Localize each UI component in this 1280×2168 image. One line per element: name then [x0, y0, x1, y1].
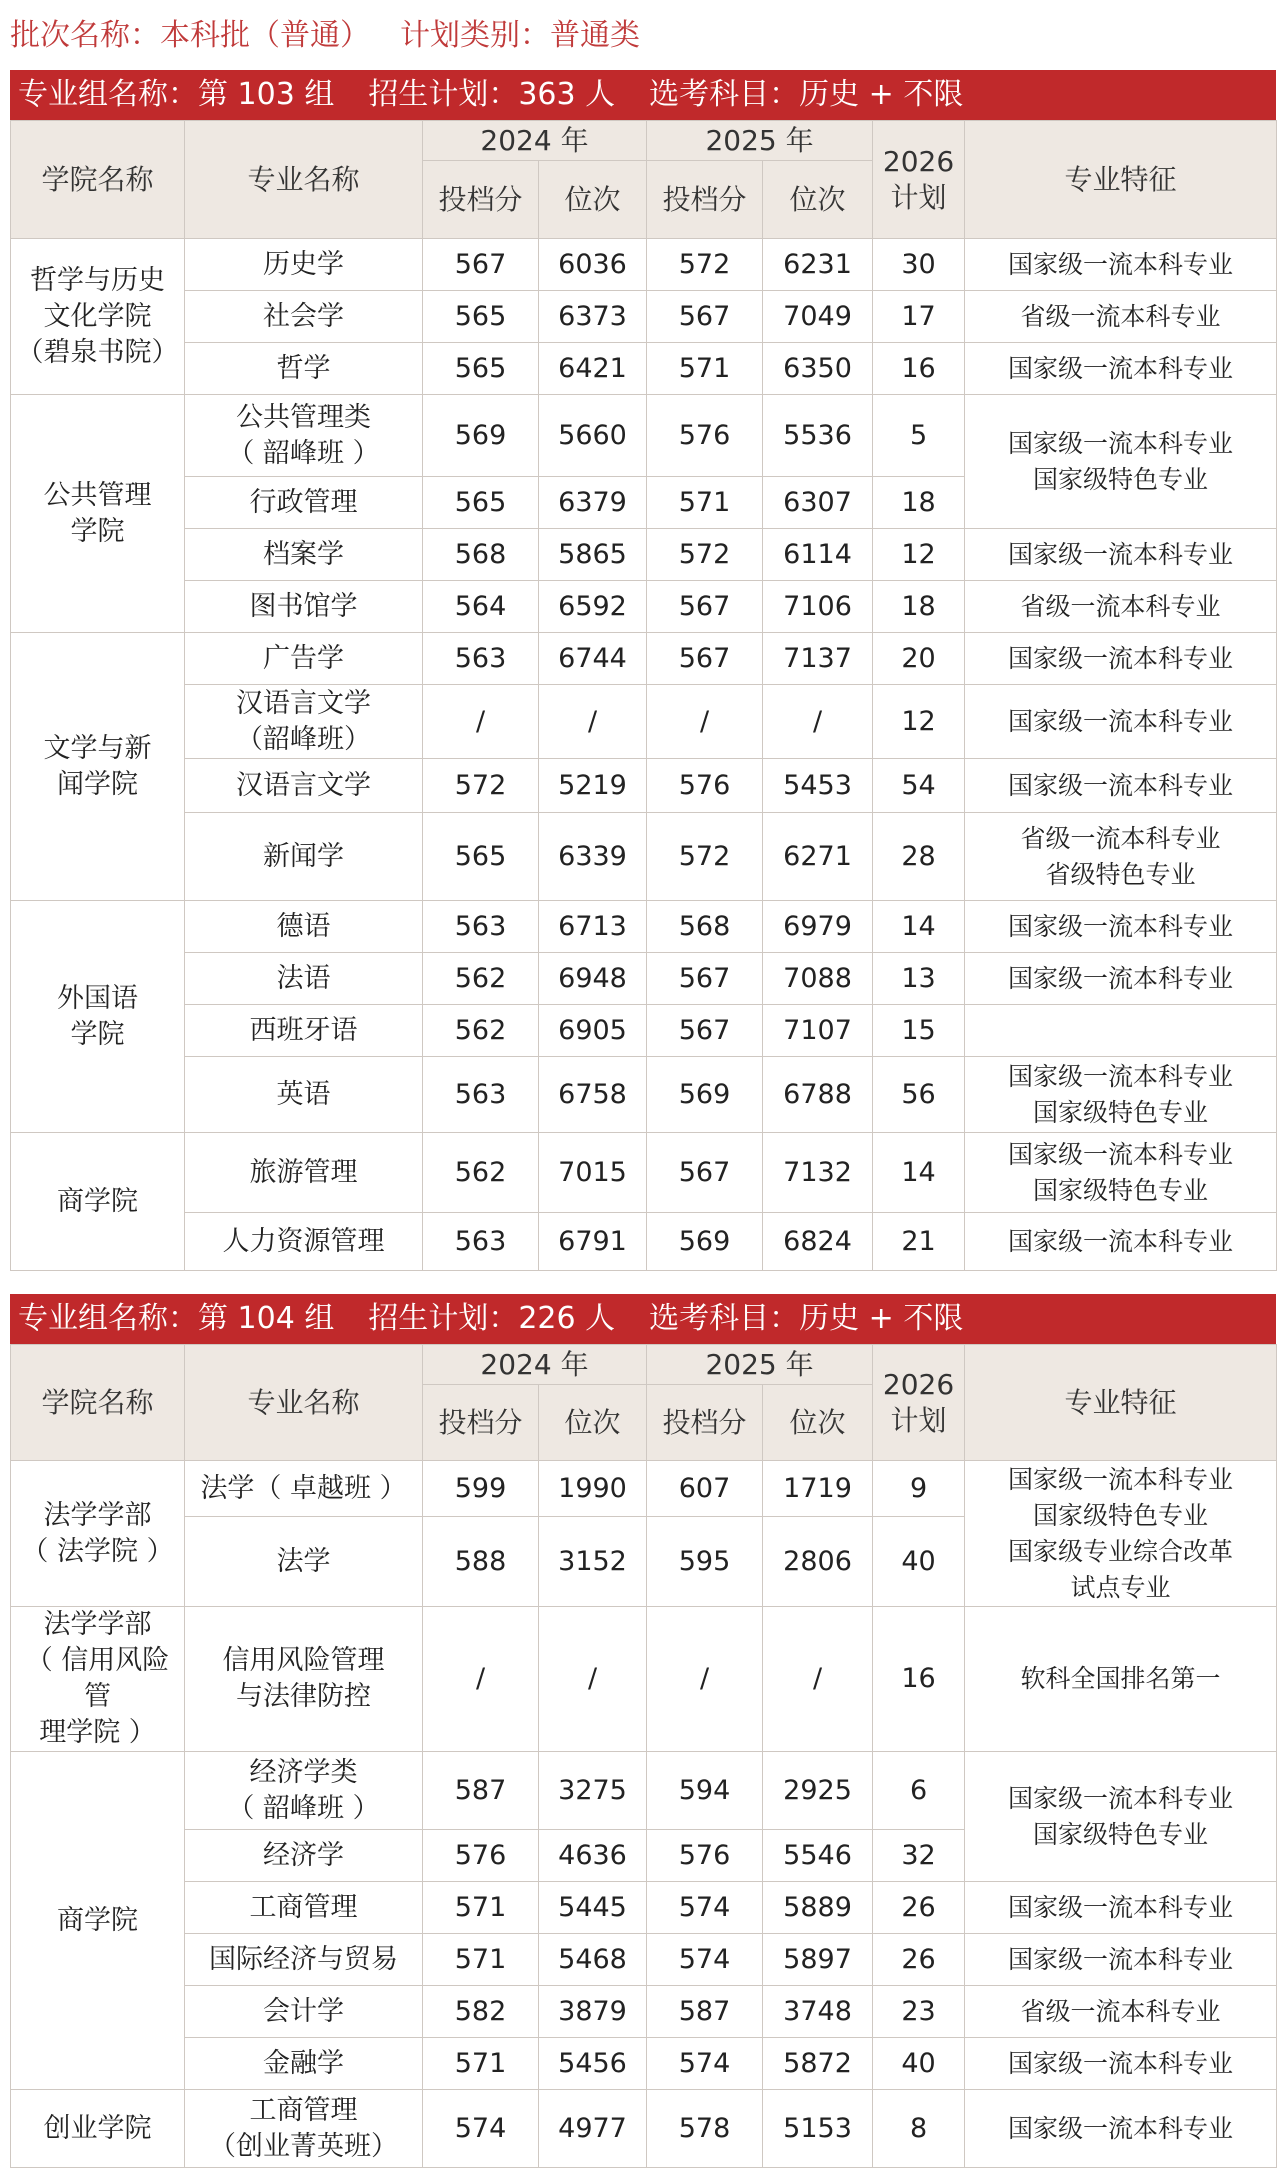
feature-cell: 软科全国排名第一: [965, 1607, 1277, 1752]
plan-2026: 12: [873, 529, 965, 581]
score-2025: 569: [647, 1057, 763, 1133]
rank-2024: 6592: [539, 581, 647, 633]
header-rank: 位次: [539, 1385, 647, 1461]
rank-2024: 6791: [539, 1213, 647, 1271]
rank-2024: 6744: [539, 633, 647, 685]
plan-2026: 14: [873, 1133, 965, 1213]
feature-cell: 省级一流本科专业: [965, 291, 1277, 343]
plan-2026: 23: [873, 1986, 965, 2038]
rank-2025: 5897: [763, 1934, 873, 1986]
batch-info: [10, 8, 640, 64]
plan-2026: 9: [873, 1461, 965, 1517]
table-row: [11, 1057, 1277, 1133]
batch-label: 批次名称：本科批（普通）: [10, 18, 370, 53]
rank-2025: 2806: [763, 1517, 873, 1607]
score-2024: /: [423, 1607, 539, 1752]
table-row: [11, 1882, 1277, 1934]
rank-2025: 6788: [763, 1057, 873, 1133]
feature-cell: 国家级一流本科专业 国家级特色专业 国家级专业综合改革 试点专业: [965, 1461, 1277, 1607]
plan-2026: 14: [873, 901, 965, 953]
major-cell: 西班牙语: [185, 1005, 423, 1057]
table-row: [11, 953, 1277, 1005]
major-cell: 社会学: [185, 291, 423, 343]
feature-cell: 国家级一流本科专业: [965, 2090, 1277, 2168]
rank-2024: 4977: [539, 2090, 647, 2168]
header-year-2025: 2025 年: [647, 1345, 873, 1385]
rank-2024: 6373: [539, 291, 647, 343]
major-cell: 信用风险管理 与法律防控: [185, 1607, 423, 1752]
major-cell: 工商管理 （创业菁英班）: [185, 2090, 423, 2168]
score-2024: 587: [423, 1752, 539, 1830]
college-cell: 法学学部 （ 法学院 ）: [11, 1461, 185, 1607]
rank-2025: 6307: [763, 477, 873, 529]
admission-table: [10, 120, 1277, 1271]
major-cell: 广告学: [185, 633, 423, 685]
score-2025: 572: [647, 239, 763, 291]
rank-2024: 3879: [539, 1986, 647, 2038]
major-group-104: [10, 1294, 1276, 2168]
major-cell: 经济学类 （ 韶峰班 ）: [185, 1752, 423, 1830]
score-2025: 576: [647, 1830, 763, 1882]
rank-2024: 4636: [539, 1830, 647, 1882]
score-2024: 599: [423, 1461, 539, 1517]
rank-2024: 6036: [539, 239, 647, 291]
score-2025: 567: [647, 1133, 763, 1213]
major-cell: 汉语言文学: [185, 759, 423, 813]
rank-2024: 3275: [539, 1752, 647, 1830]
table-row: [11, 2090, 1277, 2168]
header-year-2024: 2024 年: [423, 1345, 647, 1385]
score-2025: 572: [647, 813, 763, 901]
rank-2024: 5660: [539, 395, 647, 477]
header-score: 投档分: [423, 161, 539, 239]
header-college: 学院名称: [11, 121, 185, 239]
table-row: [11, 1005, 1277, 1057]
score-2024: 563: [423, 633, 539, 685]
major-cell: 德语: [185, 901, 423, 953]
score-2025: 594: [647, 1752, 763, 1830]
major-cell: 行政管理: [185, 477, 423, 529]
score-2025: 574: [647, 1934, 763, 1986]
plan-2026: 32: [873, 1830, 965, 1882]
table-row: [11, 1133, 1277, 1213]
score-2025: 578: [647, 2090, 763, 2168]
feature-cell: 省级一流本科专业: [965, 581, 1277, 633]
score-2024: 571: [423, 1882, 539, 1934]
group-name: 专业组名称：第 103 组: [18, 77, 335, 112]
plan-2026: 26: [873, 1882, 965, 1934]
rank-2025: 2925: [763, 1752, 873, 1830]
rank-2025: /: [763, 685, 873, 759]
rank-2024: 6339: [539, 813, 647, 901]
feature-cell: 国家级一流本科专业: [965, 901, 1277, 953]
major-cell: 历史学: [185, 239, 423, 291]
rank-2024: 5865: [539, 529, 647, 581]
table-row: [11, 239, 1277, 291]
feature-cell: 国家级一流本科专业: [965, 633, 1277, 685]
rank-2025: 6350: [763, 343, 873, 395]
table-row: [11, 395, 1277, 477]
plan-2026: 26: [873, 1934, 965, 1986]
rank-2025: 6824: [763, 1213, 873, 1271]
plan-2026: 30: [873, 239, 965, 291]
score-2025: 595: [647, 1517, 763, 1607]
plan-2026: 16: [873, 1607, 965, 1752]
score-2025: 568: [647, 901, 763, 953]
rank-2025: 5536: [763, 395, 873, 477]
group-plan: 招生计划：363 人: [368, 77, 616, 112]
major-cell: 哲学: [185, 343, 423, 395]
rank-2024: 6948: [539, 953, 647, 1005]
major-group-103: [10, 70, 1276, 1271]
major-cell: 法语: [185, 953, 423, 1005]
feature-cell: 国家级一流本科专业: [965, 685, 1277, 759]
feature-cell: 国家级一流本科专业: [965, 1934, 1277, 1986]
table-row: [11, 813, 1277, 901]
plan-2026: 12: [873, 685, 965, 759]
rank-2025: 5153: [763, 2090, 873, 2168]
feature-cell: 国家级一流本科专业: [965, 239, 1277, 291]
score-2025: 567: [647, 581, 763, 633]
header-feature: 专业特征: [965, 1345, 1277, 1461]
rank-2025: 7137: [763, 633, 873, 685]
rank-2025: 6979: [763, 901, 873, 953]
rank-2025: 7088: [763, 953, 873, 1005]
feature-cell: 国家级一流本科专业 国家级特色专业: [965, 1133, 1277, 1213]
college-cell: 法学学部 （ 信用风险管 理学院 ）: [11, 1607, 185, 1752]
feature-cell: [965, 1005, 1277, 1057]
major-cell: 国际经济与贸易: [185, 1934, 423, 1986]
table-row: [11, 1752, 1277, 1830]
feature-cell: 国家级一流本科专业: [965, 529, 1277, 581]
score-2025: 574: [647, 1882, 763, 1934]
score-2024: 565: [423, 477, 539, 529]
feature-cell: 省级一流本科专业 省级特色专业: [965, 813, 1277, 901]
major-cell: 经济学: [185, 1830, 423, 1882]
rank-2025: 7107: [763, 1005, 873, 1057]
score-2024: 571: [423, 1934, 539, 1986]
plan-category-label: 计划类别：普通类: [400, 18, 640, 53]
rank-2025: 6114: [763, 529, 873, 581]
score-2025: 567: [647, 1005, 763, 1057]
header-score: 投档分: [423, 1385, 539, 1461]
college-cell: 外国语 学院: [11, 901, 185, 1133]
score-2024: 571: [423, 2038, 539, 2090]
score-2024: 564: [423, 581, 539, 633]
major-cell: 图书馆学: [185, 581, 423, 633]
plan-2026: 17: [873, 291, 965, 343]
table-row: [11, 685, 1277, 759]
header-rank: 位次: [539, 161, 647, 239]
plan-2026: 13: [873, 953, 965, 1005]
feature-cell: 国家级一流本科专业: [965, 1882, 1277, 1934]
score-2024: /: [423, 685, 539, 759]
admission-table: [10, 1344, 1277, 2168]
major-cell: 档案学: [185, 529, 423, 581]
rank-2024: /: [539, 685, 647, 759]
rank-2024: 6379: [539, 477, 647, 529]
score-2025: /: [647, 685, 763, 759]
rank-2024: 6713: [539, 901, 647, 953]
major-cell: 法学: [185, 1517, 423, 1607]
table-row: [11, 529, 1277, 581]
rank-2025: 7106: [763, 581, 873, 633]
rank-2024: 5468: [539, 1934, 647, 1986]
score-2025: 571: [647, 477, 763, 529]
feature-cell: 国家级一流本科专业: [965, 953, 1277, 1005]
major-cell: 旅游管理: [185, 1133, 423, 1213]
table-row: [11, 901, 1277, 953]
rank-2025: 5872: [763, 2038, 873, 2090]
rank-2025: 3748: [763, 1986, 873, 2038]
rank-2024: 5445: [539, 1882, 647, 1934]
rank-2024: 6421: [539, 343, 647, 395]
score-2024: 563: [423, 1213, 539, 1271]
score-2024: 563: [423, 901, 539, 953]
rank-2025: 7132: [763, 1133, 873, 1213]
plan-2026: 15: [873, 1005, 965, 1057]
major-cell: 新闻学: [185, 813, 423, 901]
score-2024: 567: [423, 239, 539, 291]
header-year-2024: 2024 年: [423, 121, 647, 161]
score-2024: 569: [423, 395, 539, 477]
rank-2025: 6271: [763, 813, 873, 901]
rank-2024: 6905: [539, 1005, 647, 1057]
score-2024: 562: [423, 1005, 539, 1057]
table-row: [11, 291, 1277, 343]
score-2024: 576: [423, 1830, 539, 1882]
plan-2026: 6: [873, 1752, 965, 1830]
feature-cell: 省级一流本科专业: [965, 1986, 1277, 2038]
group-plan: 招生计划：226 人: [368, 1301, 616, 1336]
college-cell: 商学院: [11, 1133, 185, 1271]
score-2024: 582: [423, 1986, 539, 2038]
major-cell: 工商管理: [185, 1882, 423, 1934]
table-row: [11, 343, 1277, 395]
rank-2025: 6231: [763, 239, 873, 291]
score-2025: 574: [647, 2038, 763, 2090]
score-2024: 574: [423, 2090, 539, 2168]
major-cell: 金融学: [185, 2038, 423, 2090]
score-2024: 565: [423, 343, 539, 395]
plan-2026: 16: [873, 343, 965, 395]
plan-2026: 18: [873, 477, 965, 529]
college-cell: 创业学院: [11, 2090, 185, 2168]
feature-cell: 国家级一流本科专业: [965, 343, 1277, 395]
plan-2026: 18: [873, 581, 965, 633]
header-major: 专业名称: [185, 1345, 423, 1461]
score-2024: 568: [423, 529, 539, 581]
score-2025: 576: [647, 759, 763, 813]
header-feature: 专业特征: [965, 121, 1277, 239]
score-2025: 567: [647, 291, 763, 343]
rank-2025: 5453: [763, 759, 873, 813]
table-row: [11, 1213, 1277, 1271]
rank-2024: 3152: [539, 1517, 647, 1607]
score-2025: 567: [647, 633, 763, 685]
table-row: [11, 1934, 1277, 1986]
score-2024: 562: [423, 953, 539, 1005]
score-2024: 588: [423, 1517, 539, 1607]
header-rank: 位次: [763, 161, 873, 239]
group-name: 专业组名称：第 104 组: [18, 1301, 335, 1336]
table-row: [11, 1986, 1277, 2038]
plan-2026: 5: [873, 395, 965, 477]
plan-2026: 54: [873, 759, 965, 813]
header-rank: 位次: [763, 1385, 873, 1461]
rank-2024: 1990: [539, 1461, 647, 1517]
score-2025: /: [647, 1607, 763, 1752]
plan-2026: 28: [873, 813, 965, 901]
header-year-2025: 2025 年: [647, 121, 873, 161]
college-cell: 公共管理 学院: [11, 395, 185, 633]
feature-cell: 国家级一流本科专业 国家级特色专业: [965, 395, 1277, 529]
rank-2025: 7049: [763, 291, 873, 343]
score-2025: 571: [647, 343, 763, 395]
rank-2024: 7015: [539, 1133, 647, 1213]
header-college: 学院名称: [11, 1345, 185, 1461]
score-2025: 572: [647, 529, 763, 581]
rank-2025: /: [763, 1607, 873, 1752]
table-row: [11, 759, 1277, 813]
score-2024: 563: [423, 1057, 539, 1133]
college-cell: 商学院: [11, 1752, 185, 2090]
table-row: [11, 2038, 1277, 2090]
group-banner: [10, 70, 1276, 120]
group-subjects: 选考科目：历史 + 不限: [649, 1301, 964, 1336]
college-cell: 哲学与历史 文化学院 （碧泉书院）: [11, 239, 185, 395]
header-plan-2026: 2026 计划: [873, 1345, 965, 1461]
major-cell: 英语: [185, 1057, 423, 1133]
plan-2026: 40: [873, 2038, 965, 2090]
rank-2024: 5219: [539, 759, 647, 813]
score-2025: 567: [647, 953, 763, 1005]
rank-2025: 5889: [763, 1882, 873, 1934]
plan-2026: 40: [873, 1517, 965, 1607]
plan-2026: 20: [873, 633, 965, 685]
rank-2025: 5546: [763, 1830, 873, 1882]
rank-2024: 6758: [539, 1057, 647, 1133]
rank-2024: /: [539, 1607, 647, 1752]
rank-2025: 1719: [763, 1461, 873, 1517]
header-score: 投档分: [647, 161, 763, 239]
feature-cell: 国家级一流本科专业 国家级特色专业: [965, 1057, 1277, 1133]
plan-2026: 56: [873, 1057, 965, 1133]
major-cell: 公共管理类 （ 韶峰班 ）: [185, 395, 423, 477]
header-score: 投档分: [647, 1385, 763, 1461]
feature-cell: 国家级一流本科专业: [965, 1213, 1277, 1271]
header-plan-2026: 2026 计划: [873, 121, 965, 239]
score-2024: 562: [423, 1133, 539, 1213]
score-2025: 607: [647, 1461, 763, 1517]
header-major: 专业名称: [185, 121, 423, 239]
rank-2024: 5456: [539, 2038, 647, 2090]
college-cell: 文学与新 闻学院: [11, 633, 185, 901]
table-row: [11, 1607, 1277, 1752]
score-2024: 572: [423, 759, 539, 813]
major-cell: 法学（ 卓越班 ）: [185, 1461, 423, 1517]
score-2024: 565: [423, 291, 539, 343]
major-cell: 人力资源管理: [185, 1213, 423, 1271]
score-2025: 569: [647, 1213, 763, 1271]
feature-cell: 国家级一流本科专业 国家级特色专业: [965, 1752, 1277, 1882]
plan-2026: 8: [873, 2090, 965, 2168]
score-2025: 587: [647, 1986, 763, 2038]
plan-2026: 21: [873, 1213, 965, 1271]
major-cell: 汉语言文学 （韶峰班）: [185, 685, 423, 759]
score-2024: 565: [423, 813, 539, 901]
group-banner: [10, 1294, 1276, 1344]
table-row: [11, 581, 1277, 633]
major-cell: 会计学: [185, 1986, 423, 2038]
group-subjects: 选考科目：历史 + 不限: [649, 77, 964, 112]
table-row: [11, 633, 1277, 685]
feature-cell: 国家级一流本科专业: [965, 759, 1277, 813]
table-row: [11, 1461, 1277, 1517]
feature-cell: 国家级一流本科专业: [965, 2038, 1277, 2090]
score-2025: 576: [647, 395, 763, 477]
